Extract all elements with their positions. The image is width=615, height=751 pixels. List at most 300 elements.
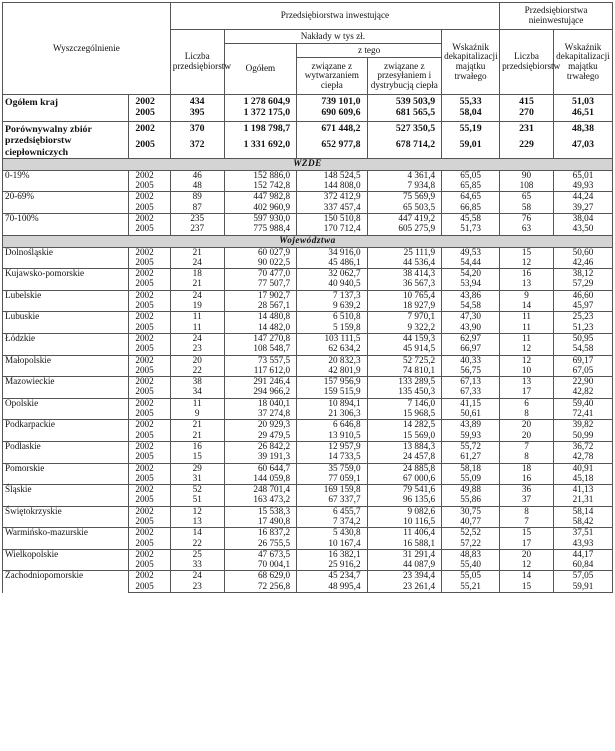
noninvest-decap: 51,23: [553, 323, 612, 334]
decap-index: 49,53: [442, 247, 500, 258]
production-outlays: 16 382,1: [297, 549, 367, 560]
total-outlays: 1 198 798,7: [224, 122, 296, 140]
noninvest-decap: 36,72: [553, 441, 612, 452]
row-year: 2002: [129, 571, 170, 582]
row-year: 2005: [129, 366, 170, 377]
decap-index: 55,09: [442, 474, 500, 485]
row-year: 2005: [129, 323, 170, 334]
production-outlays: 34 916,0: [297, 247, 367, 258]
noninvest-count: 14: [500, 301, 554, 312]
total-outlays: 402 960,9: [224, 203, 296, 214]
count: 20: [170, 355, 224, 366]
count: 23: [170, 582, 224, 593]
count: 24: [170, 290, 224, 301]
noninvest-count: 20: [500, 420, 554, 431]
noninvest-decap: 42,46: [553, 258, 612, 269]
total-outlays: 152 886,0: [224, 170, 296, 181]
production-outlays: 169 159,8: [297, 485, 367, 496]
production-outlays: 690 609,6: [297, 108, 367, 122]
noninvest-decap: 51,03: [553, 95, 612, 109]
row-year: 2005: [129, 108, 170, 122]
noninvest-decap: 45,18: [553, 474, 612, 485]
decap-index: 64,65: [442, 192, 500, 203]
transmission-outlays: 96 135,6: [367, 495, 442, 506]
row-year: 2002: [129, 312, 170, 323]
noninvest-decap: 49,93: [553, 181, 612, 192]
header-decap: Wskaźnik dekapitalizacji majątku trwałego: [442, 30, 500, 95]
noninvest-count: 58: [500, 203, 554, 214]
transmission-outlays: 36 567,3: [367, 279, 442, 290]
row-name: Lubuskie: [3, 312, 129, 334]
row-year: 2002: [129, 549, 170, 560]
total-outlays: 108 548,7: [224, 344, 296, 355]
total-outlays: 26 842,2: [224, 441, 296, 452]
transmission-outlays: 24 885,8: [367, 463, 442, 474]
noninvest-count: 12: [500, 355, 554, 366]
header-count-noninvest: Liczba przedsiębiorstw: [500, 30, 554, 95]
transmission-outlays: 24 457,8: [367, 452, 442, 463]
transmission-outlays: 447 419,2: [367, 213, 442, 224]
noninvest-decap: 50,60: [553, 247, 612, 258]
table-row: [3, 571, 613, 582]
production-outlays: 62 634,2: [297, 344, 367, 355]
noninvest-count: 15: [500, 528, 554, 539]
production-outlays: 144 808,0: [297, 181, 367, 192]
noninvest-decap: 69,17: [553, 355, 612, 366]
row-year: 2005: [129, 517, 170, 528]
total-outlays: 60 027,9: [224, 247, 296, 258]
decap-index: 61,27: [442, 452, 500, 463]
count: 23: [170, 344, 224, 355]
row-year: 2005: [129, 279, 170, 290]
transmission-outlays: 7 934,8: [367, 181, 442, 192]
voivodeship-rows: [3, 235, 613, 593]
row-name: Zachodniopomorskie: [3, 571, 129, 593]
production-outlays: 77 059,1: [297, 474, 367, 485]
total-outlays: 597 930,0: [224, 213, 296, 224]
decap-index: 55,33: [442, 95, 500, 109]
noninvest-decap: 72,41: [553, 409, 612, 420]
transmission-outlays: 16 588,1: [367, 539, 442, 550]
production-outlays: 35 759,0: [297, 463, 367, 474]
total-outlays: 16 837,2: [224, 528, 296, 539]
decap-index: 67,33: [442, 387, 500, 398]
table-row: [3, 528, 613, 539]
noninvest-count: 9: [500, 290, 554, 301]
noninvest-count: 229: [500, 140, 554, 158]
decap-index: 55,05: [442, 571, 500, 582]
noninvest-decap: 42,82: [553, 387, 612, 398]
noninvest-decap: 45,97: [553, 301, 612, 312]
count: 22: [170, 366, 224, 377]
table-row: [3, 247, 613, 258]
count: 38: [170, 377, 224, 388]
noninvest-count: 8: [500, 452, 554, 463]
noninvest-count: 11: [500, 333, 554, 344]
total-outlays: 72 256,8: [224, 582, 296, 593]
table-header: [3, 3, 613, 95]
decap-index: 40,33: [442, 355, 500, 366]
row-year: 2002: [129, 355, 170, 366]
production-outlays: 148 524,5: [297, 170, 367, 181]
total-outlays: 117 612,0: [224, 366, 296, 377]
total-outlays: 14 480,8: [224, 312, 296, 323]
production-outlays: 170 712,4: [297, 224, 367, 235]
decap-index: 43,90: [442, 323, 500, 334]
header-outlays: Nakłady w tys zł.: [224, 30, 441, 44]
production-outlays: 13 910,5: [297, 431, 367, 442]
count: 52: [170, 485, 224, 496]
noninvest-count: 108: [500, 181, 554, 192]
total-outlays: 15 538,3: [224, 506, 296, 517]
total-outlays: 77 507,7: [224, 279, 296, 290]
table-row: [3, 420, 613, 431]
row-name: Ogółem kraj: [3, 95, 129, 122]
noninvest-decap: 50,95: [553, 333, 612, 344]
row-name: Warmińsko-mazurskie: [3, 528, 129, 550]
count: 51: [170, 495, 224, 506]
decap-index: 59,93: [442, 431, 500, 442]
noninvest-decap: 50,99: [553, 431, 612, 442]
row-year: 2005: [129, 452, 170, 463]
count: 235: [170, 213, 224, 224]
header-count: Liczba przedsiębiorstw: [170, 30, 224, 95]
production-outlays: 14 733,5: [297, 452, 367, 463]
transmission-outlays: 18 927,9: [367, 301, 442, 312]
production-outlays: 48 995,4: [297, 582, 367, 593]
transmission-outlays: 678 714,2: [367, 140, 442, 158]
count: 14: [170, 528, 224, 539]
row-year: 2005: [129, 387, 170, 398]
count: 372: [170, 140, 224, 158]
noninvest-count: 12: [500, 258, 554, 269]
header-of-which: z tego: [297, 44, 442, 58]
total-outlays: 248 701,4: [224, 485, 296, 496]
noninvest-count: 12: [500, 560, 554, 571]
total-outlays: 73 557,5: [224, 355, 296, 366]
count: 18: [170, 269, 224, 280]
total-outlays: 163 473,2: [224, 495, 296, 506]
total-outlays: 291 246,4: [224, 377, 296, 388]
transmission-outlays: 10 765,4: [367, 290, 442, 301]
row-year: 2005: [129, 224, 170, 235]
row-year: 2005: [129, 431, 170, 442]
production-outlays: 42 801,9: [297, 366, 367, 377]
row-year: 2005: [129, 474, 170, 485]
production-outlays: 6 510,8: [297, 312, 367, 323]
count: 19: [170, 301, 224, 312]
noninvest-decap: 39,82: [553, 420, 612, 431]
noninvest-count: 11: [500, 312, 554, 323]
table-row: [3, 549, 613, 560]
row-year: 2002: [129, 398, 170, 409]
noninvest-decap: 65,01: [553, 170, 612, 181]
header-group-noninvest: Przedsiębiorstwa nieinwestujące: [500, 3, 613, 30]
noninvest-decap: 41,13: [553, 485, 612, 496]
row-year: 2002: [129, 290, 170, 301]
count: 21: [170, 431, 224, 442]
header-group-invest: Przedsiębiorstwa inwestujące: [170, 3, 499, 30]
row-year: 2002: [129, 528, 170, 539]
production-outlays: 150 510,8: [297, 213, 367, 224]
transmission-outlays: 65 503,5: [367, 203, 442, 214]
count: 9: [170, 409, 224, 420]
decap-index: 66,85: [442, 203, 500, 214]
row-year: 2002: [129, 122, 170, 140]
row-year: 2002: [129, 95, 170, 109]
count: 237: [170, 224, 224, 235]
table-row: [3, 355, 613, 366]
row-year: 2005: [129, 140, 170, 158]
count: 11: [170, 323, 224, 334]
count: 34: [170, 387, 224, 398]
noninvest-decap: 37,51: [553, 528, 612, 539]
count: 29: [170, 463, 224, 474]
noninvest-count: 415: [500, 95, 554, 109]
row-name: Małopolskie: [3, 355, 129, 377]
decap-index: 62,97: [442, 333, 500, 344]
row-year: 2002: [129, 213, 170, 224]
decap-index: 66,97: [442, 344, 500, 355]
decap-index: 30,75: [442, 506, 500, 517]
decap-index: 58,04: [442, 108, 500, 122]
row-year: 2005: [129, 495, 170, 506]
noninvest-decap: 22,90: [553, 377, 612, 388]
total-outlays: 294 966,2: [224, 387, 296, 398]
row-year: 2005: [129, 409, 170, 420]
decap-index: 56,75: [442, 366, 500, 377]
noninvest-decap: 43,93: [553, 539, 612, 550]
noninvest-decap: 47,03: [553, 140, 612, 158]
count: 434: [170, 95, 224, 109]
table-row: [3, 333, 613, 344]
row-year: 2005: [129, 560, 170, 571]
noninvest-count: 15: [500, 247, 554, 258]
row-year: 2002: [129, 441, 170, 452]
noninvest-count: 7: [500, 517, 554, 528]
noninvest-decap: 38,04: [553, 213, 612, 224]
noninvest-count: 18: [500, 463, 554, 474]
decap-index: 54,44: [442, 258, 500, 269]
total-outlays: 20 929,3: [224, 420, 296, 431]
transmission-outlays: 75 569,9: [367, 192, 442, 203]
noninvest-count: 7: [500, 441, 554, 452]
count: 370: [170, 122, 224, 140]
production-outlays: 5 159,8: [297, 323, 367, 334]
noninvest-decap: 25,23: [553, 312, 612, 323]
noninvest-count: 20: [500, 549, 554, 560]
row-year: 2005: [129, 258, 170, 269]
total-outlays: 17 490,8: [224, 517, 296, 528]
production-outlays: 7 374,2: [297, 517, 367, 528]
production-outlays: 671 448,2: [297, 122, 367, 140]
decap-index: 55,40: [442, 560, 500, 571]
production-outlays: 337 457,4: [297, 203, 367, 214]
transmission-outlays: 79 541,6: [367, 485, 442, 496]
count: 22: [170, 539, 224, 550]
noninvest-count: 14: [500, 571, 554, 582]
row-year: 2002: [129, 485, 170, 496]
table-row: [3, 377, 613, 388]
row-name: Porównywalny zbiór przedsiębiorstw ciepłowniczych: [3, 122, 129, 159]
summary-rows: [3, 95, 613, 159]
row-year: 2005: [129, 203, 170, 214]
row-year: 2005: [129, 539, 170, 550]
count: 46: [170, 170, 224, 181]
row-name: Podkarpackie: [3, 420, 129, 442]
total-outlays: 1 331 692,0: [224, 140, 296, 158]
noninvest-count: 76: [500, 213, 554, 224]
noninvest-decap: 40,91: [553, 463, 612, 474]
decap-index: 65,85: [442, 181, 500, 192]
total-outlays: 18 040,1: [224, 398, 296, 409]
noninvest-decap: 21,31: [553, 495, 612, 506]
row-name: Opolskie: [3, 398, 129, 420]
decap-index: 55,21: [442, 582, 500, 593]
production-outlays: 32 062,7: [297, 269, 367, 280]
row-name: 20-69%: [3, 192, 129, 214]
table-row: [3, 192, 613, 203]
decap-index: 55,72: [442, 441, 500, 452]
noninvest-count: 6: [500, 398, 554, 409]
noninvest-decap: 58,14: [553, 506, 612, 517]
transmission-outlays: 52 725,2: [367, 355, 442, 366]
noninvest-decap: 57,05: [553, 571, 612, 582]
total-outlays: 447 982,8: [224, 192, 296, 203]
row-year: 2005: [129, 181, 170, 192]
total-outlays: 68 629,0: [224, 571, 296, 582]
transmission-outlays: 15 569,0: [367, 431, 442, 442]
row-year: 2002: [129, 333, 170, 344]
transmission-outlays: 4 361,4: [367, 170, 442, 181]
decap-index: 57,22: [442, 539, 500, 550]
transmission-outlays: 13 884,3: [367, 441, 442, 452]
noninvest-decap: 38,12: [553, 269, 612, 280]
total-outlays: 775 988,4: [224, 224, 296, 235]
total-outlays: 17 902,7: [224, 290, 296, 301]
transmission-outlays: 44 159,3: [367, 333, 442, 344]
noninvest-count: 90: [500, 170, 554, 181]
table-row: [3, 290, 613, 301]
section-wzde: WZDE: [3, 158, 613, 170]
table-row: [3, 441, 613, 452]
noninvest-count: 8: [500, 506, 554, 517]
production-outlays: 9 639,2: [297, 301, 367, 312]
production-outlays: 103 111,5: [297, 333, 367, 344]
count: 33: [170, 560, 224, 571]
decap-index: 45,58: [442, 213, 500, 224]
header-production: związane z wytwarzaniem ciepła: [297, 58, 367, 95]
row-year: 2002: [129, 192, 170, 203]
total-outlays: 28 567,1: [224, 301, 296, 312]
count: 12: [170, 506, 224, 517]
noninvest-count: 15: [500, 582, 554, 593]
production-outlays: 10 167,4: [297, 539, 367, 550]
total-outlays: 26 755,5: [224, 539, 296, 550]
noninvest-count: 10: [500, 366, 554, 377]
row-year: 2002: [129, 269, 170, 280]
total-outlays: 144 059,8: [224, 474, 296, 485]
row-year: 2002: [129, 463, 170, 474]
noninvest-decap: 59,91: [553, 582, 612, 593]
row-name: Dolnośląskie: [3, 247, 129, 269]
decap-index: 53,94: [442, 279, 500, 290]
noninvest-count: 270: [500, 108, 554, 122]
decap-index: 67,13: [442, 377, 500, 388]
noninvest-decap: 60,84: [553, 560, 612, 571]
production-outlays: 7 137,3: [297, 290, 367, 301]
table-row: [3, 398, 613, 409]
table-row: [3, 506, 613, 517]
table-row: [3, 485, 613, 496]
transmission-outlays: 7 146,0: [367, 398, 442, 409]
decap-index: 47,30: [442, 312, 500, 323]
total-outlays: 152 742,8: [224, 181, 296, 192]
noninvest-decap: 67,05: [553, 366, 612, 377]
noninvest-decap: 57,29: [553, 279, 612, 290]
production-outlays: 40 940,5: [297, 279, 367, 290]
transmission-outlays: 133 289,5: [367, 377, 442, 388]
production-outlays: 45 234,7: [297, 571, 367, 582]
table-row: [3, 95, 613, 109]
production-outlays: 10 894,1: [297, 398, 367, 409]
decap-index: 50,61: [442, 409, 500, 420]
count: 15: [170, 452, 224, 463]
total-outlays: 1 278 604,9: [224, 95, 296, 109]
transmission-outlays: 539 503,9: [367, 95, 442, 109]
row-year: 2002: [129, 377, 170, 388]
transmission-outlays: 74 810,1: [367, 366, 442, 377]
investment-table: [2, 2, 613, 593]
decap-index: 43,89: [442, 420, 500, 431]
header-transmission: związane z przesyłaniem i dystrybucją ciepła: [367, 58, 442, 95]
production-outlays: 652 977,8: [297, 140, 367, 158]
decap-index: 58,18: [442, 463, 500, 474]
transmission-outlays: 44 536,4: [367, 258, 442, 269]
row-name: 70-100%: [3, 213, 129, 235]
noninvest-decap: 39,27: [553, 203, 612, 214]
total-outlays: 47 673,5: [224, 549, 296, 560]
decap-index: 48,83: [442, 549, 500, 560]
count: 24: [170, 333, 224, 344]
noninvest-decap: 59,40: [553, 398, 612, 409]
transmission-outlays: 527 350,5: [367, 122, 442, 140]
row-name: Łódzkie: [3, 333, 129, 355]
total-outlays: 90 022,5: [224, 258, 296, 269]
production-outlays: 67 337,7: [297, 495, 367, 506]
row-name: Świętokrzyskie: [3, 506, 129, 528]
row-name: Śląskie: [3, 485, 129, 507]
transmission-outlays: 45 914,5: [367, 344, 442, 355]
table-row: [3, 213, 613, 224]
production-outlays: 159 515,9: [297, 387, 367, 398]
table-row: [3, 463, 613, 474]
production-outlays: 6 455,7: [297, 506, 367, 517]
noninvest-decap: 46,51: [553, 108, 612, 122]
noninvest-decap: 46,60: [553, 290, 612, 301]
noninvest-count: 8: [500, 409, 554, 420]
count: 24: [170, 258, 224, 269]
noninvest-count: 231: [500, 122, 554, 140]
production-outlays: 25 916,2: [297, 560, 367, 571]
row-name: Mazowieckie: [3, 377, 129, 399]
transmission-outlays: 11 406,4: [367, 528, 442, 539]
noninvest-count: 16: [500, 474, 554, 485]
row-name: Lubelskie: [3, 290, 129, 312]
production-outlays: 157 956,9: [297, 377, 367, 388]
noninvest-decap: 48,38: [553, 122, 612, 140]
count: 13: [170, 517, 224, 528]
